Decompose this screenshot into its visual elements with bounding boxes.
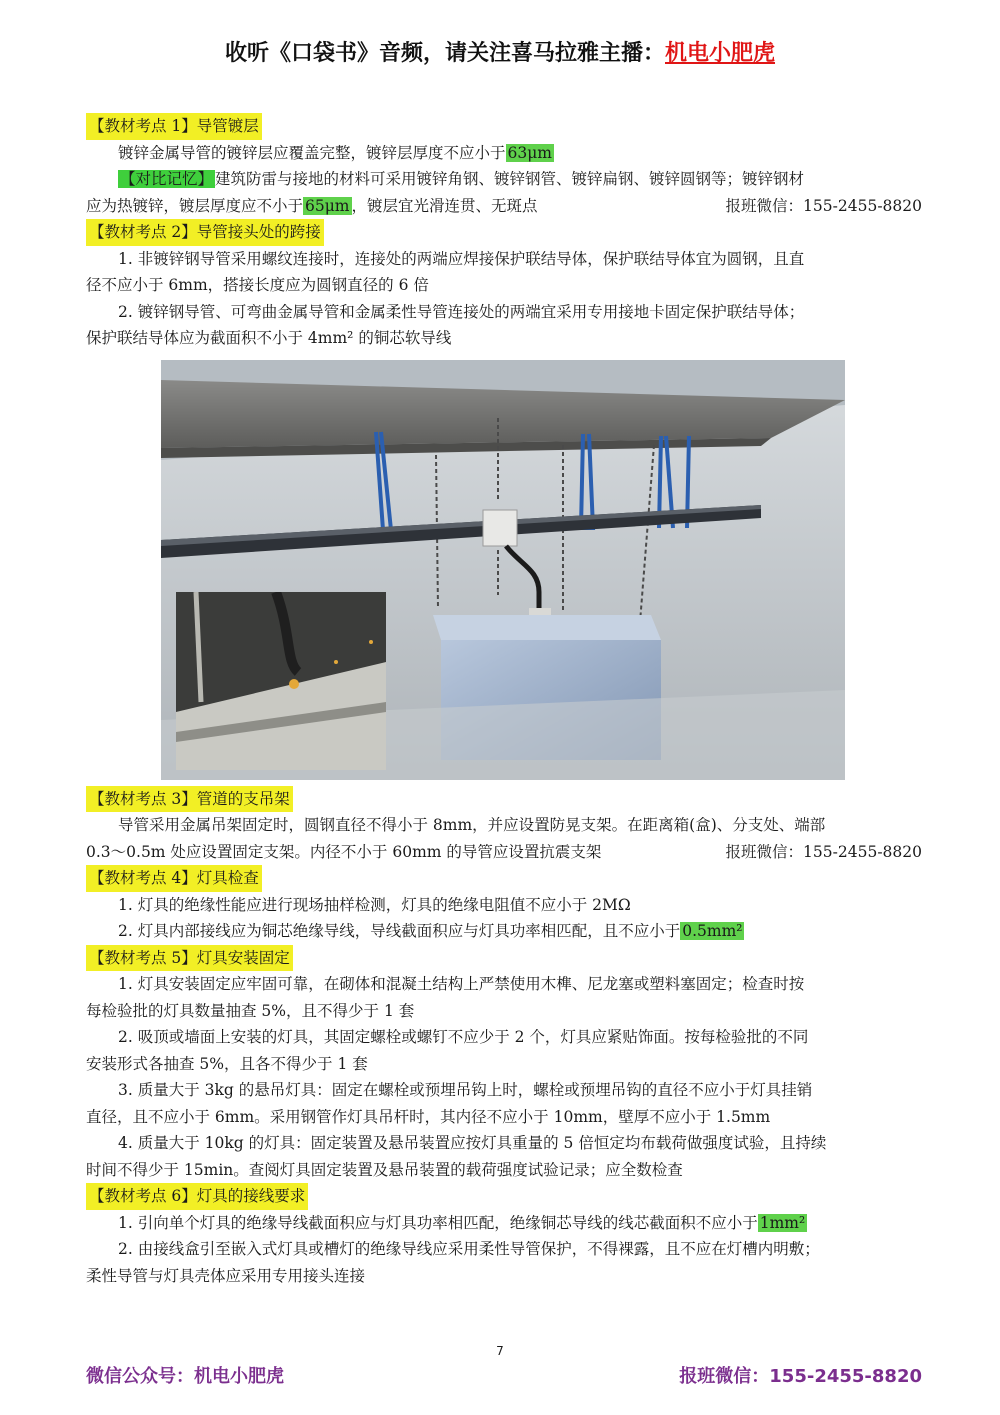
footer-wechat-account: 微信公众号：机电小肥虎 [86,1366,284,1387]
header-title: 收听《口袋书》音频，请关注喜马拉雅主播： [224,41,665,66]
inset-photo [176,592,386,770]
s5-line-7: 4. 质量大于 10kg 的灯具：固定装置及悬吊装置应按灯具重量的 5 倍恒定均布载荷做强度试验，且持续 [118,1134,827,1152]
compare-text-2a: 应为热镀锌，镀层厚度应不小于 [86,196,304,215]
section-4-heading: 【教材考点 4】灯具检查 [86,865,262,892]
s5-line-8: 时间不得少于 15min。查阅灯具固定装置及悬吊装置的载荷强度试验记录；应全数检查 [86,1160,683,1179]
compare-text: 建筑防雷与接地的材料可采用镀锌角钢、镀锌钢管、镀锌扁钢、镀锌圆钢等；镀锌钢材 [215,170,805,188]
s3-line-1: 导管采用金属吊架固定时，圆钢直径不得小于 8mm，并应设置防晃支架。在距离箱(盒)、分支处、端部 [118,816,826,834]
section-1-heading: 【教材考点 1】导管镀层 [86,113,262,140]
s5-line-1: 1. 灯具安装固定应牢固可靠，在砌体和混凝土结构上严禁使用木榫、尼龙塞或塑料塞固定；检查时按 [118,975,805,993]
s4-highlight: 0.5mm² [682,922,743,940]
s1-text: 镀锌金属导管的镀锌层应覆盖完整，镀锌层厚度不应小于 [118,143,506,162]
s5-line-2: 每检验批的灯具数量抽查 5%，且不得少于 1 套 [86,1001,415,1020]
s5-line-3: 2. 吸顶或墙面上安装的灯具，其固定螺栓或螺钉不应少于 2 个，灯具应紧贴饰面。按每检验批的不同 [118,1028,809,1046]
s4-line-2: 2. 灯具内部接线应为铜芯绝缘导线，导线截面积应与灯具功率相匹配，且不应小于 [118,922,681,940]
s3-line-2: 0.3～0.5m 处应设置固定支架。内径不小于 60mm 的导管应设置抗震支架 [86,842,602,861]
section-2-heading: 【教材考点 2】导管接头处的跨接 [86,219,324,246]
section-6-heading: 【教材考点 6】灯具的接线要求 [86,1183,308,1210]
s2-line-4: 保护联结导体应为截面积不小于 4mm² 的铜芯软导线 [86,329,452,347]
page-number: 7 [496,1344,504,1358]
conduit-hanger-illustration [161,360,845,780]
junction-box [483,510,517,546]
page-header [0,36,1000,67]
document-body [86,113,922,1289]
s4-line-1: 1. 灯具的绝缘性能应进行现场抽样检测，灯具的绝缘电阻值不应小于 2MΩ [118,895,631,914]
contact-wechat-2: 报班微信：155-2455-8820 [725,842,922,861]
section-5-heading: 【教材考点 5】灯具安装固定 [86,945,293,972]
compare-text-2b: ，镀层宜光滑连贯、无斑点 [351,196,538,215]
compare-highlight: 65μm [305,196,350,215]
s6-line-1: 1. 引向单个灯具的绝缘导线截面积应与灯具功率相匹配，绝缘铜芯导线的线芯截面积不应小于 [118,1213,758,1232]
s5-line-6: 直径，且不应小于 6mm。采用钢管作灯具吊杆时，其内径不应小于 10mm，壁厚不应小于 1.5mm [86,1107,771,1126]
s2-line-1: 1. 非镀锌钢导管采用螺纹连接时，连接处的两端应焊接保护联结导体，保护联结导体宜为圆钢，且直 [118,249,805,268]
header-brand-link[interactable]: 机电小肥虎 [665,41,776,66]
contact-wechat-1: 报班微信：155-2455-8820 [725,196,922,215]
s6-line-3: 柔性导管与灯具壳体应采用专用接头连接 [86,1266,366,1285]
s1-highlight: 63μm [507,143,553,162]
compare-label: 【对比记忆】 [120,170,214,188]
section-3-heading: 【教材考点 3】管道的支吊架 [86,786,293,813]
s2-line-2: 径不应小于 6mm，搭接长度应为圆钢直径的 6 倍 [86,276,429,294]
s5-line-5: 3. 质量大于 3kg 的悬吊灯具：固定在螺栓或预埋吊钩上时，螺栓或预埋吊钩的直径不应小于灯具挂销 [118,1081,813,1099]
footer-contact: 报班微信：155-2455-8820 [679,1366,922,1387]
s5-line-4: 安装形式各抽查 5%，且各不得少于 1 套 [86,1054,368,1073]
s2-line-3: 2. 镀锌钢导管、可弯曲金属导管和金属柔性导管连接处的两端宜采用专用接地卡固定保护联结导体； [118,302,805,321]
s6-line-2: 2. 由接线盒引至嵌入式灯具或槽灯的绝缘导线应采用柔性导管保护，不得裸露，且不应在灯槽内明敷； [118,1240,820,1258]
s6-highlight: 1mm² [759,1213,806,1232]
